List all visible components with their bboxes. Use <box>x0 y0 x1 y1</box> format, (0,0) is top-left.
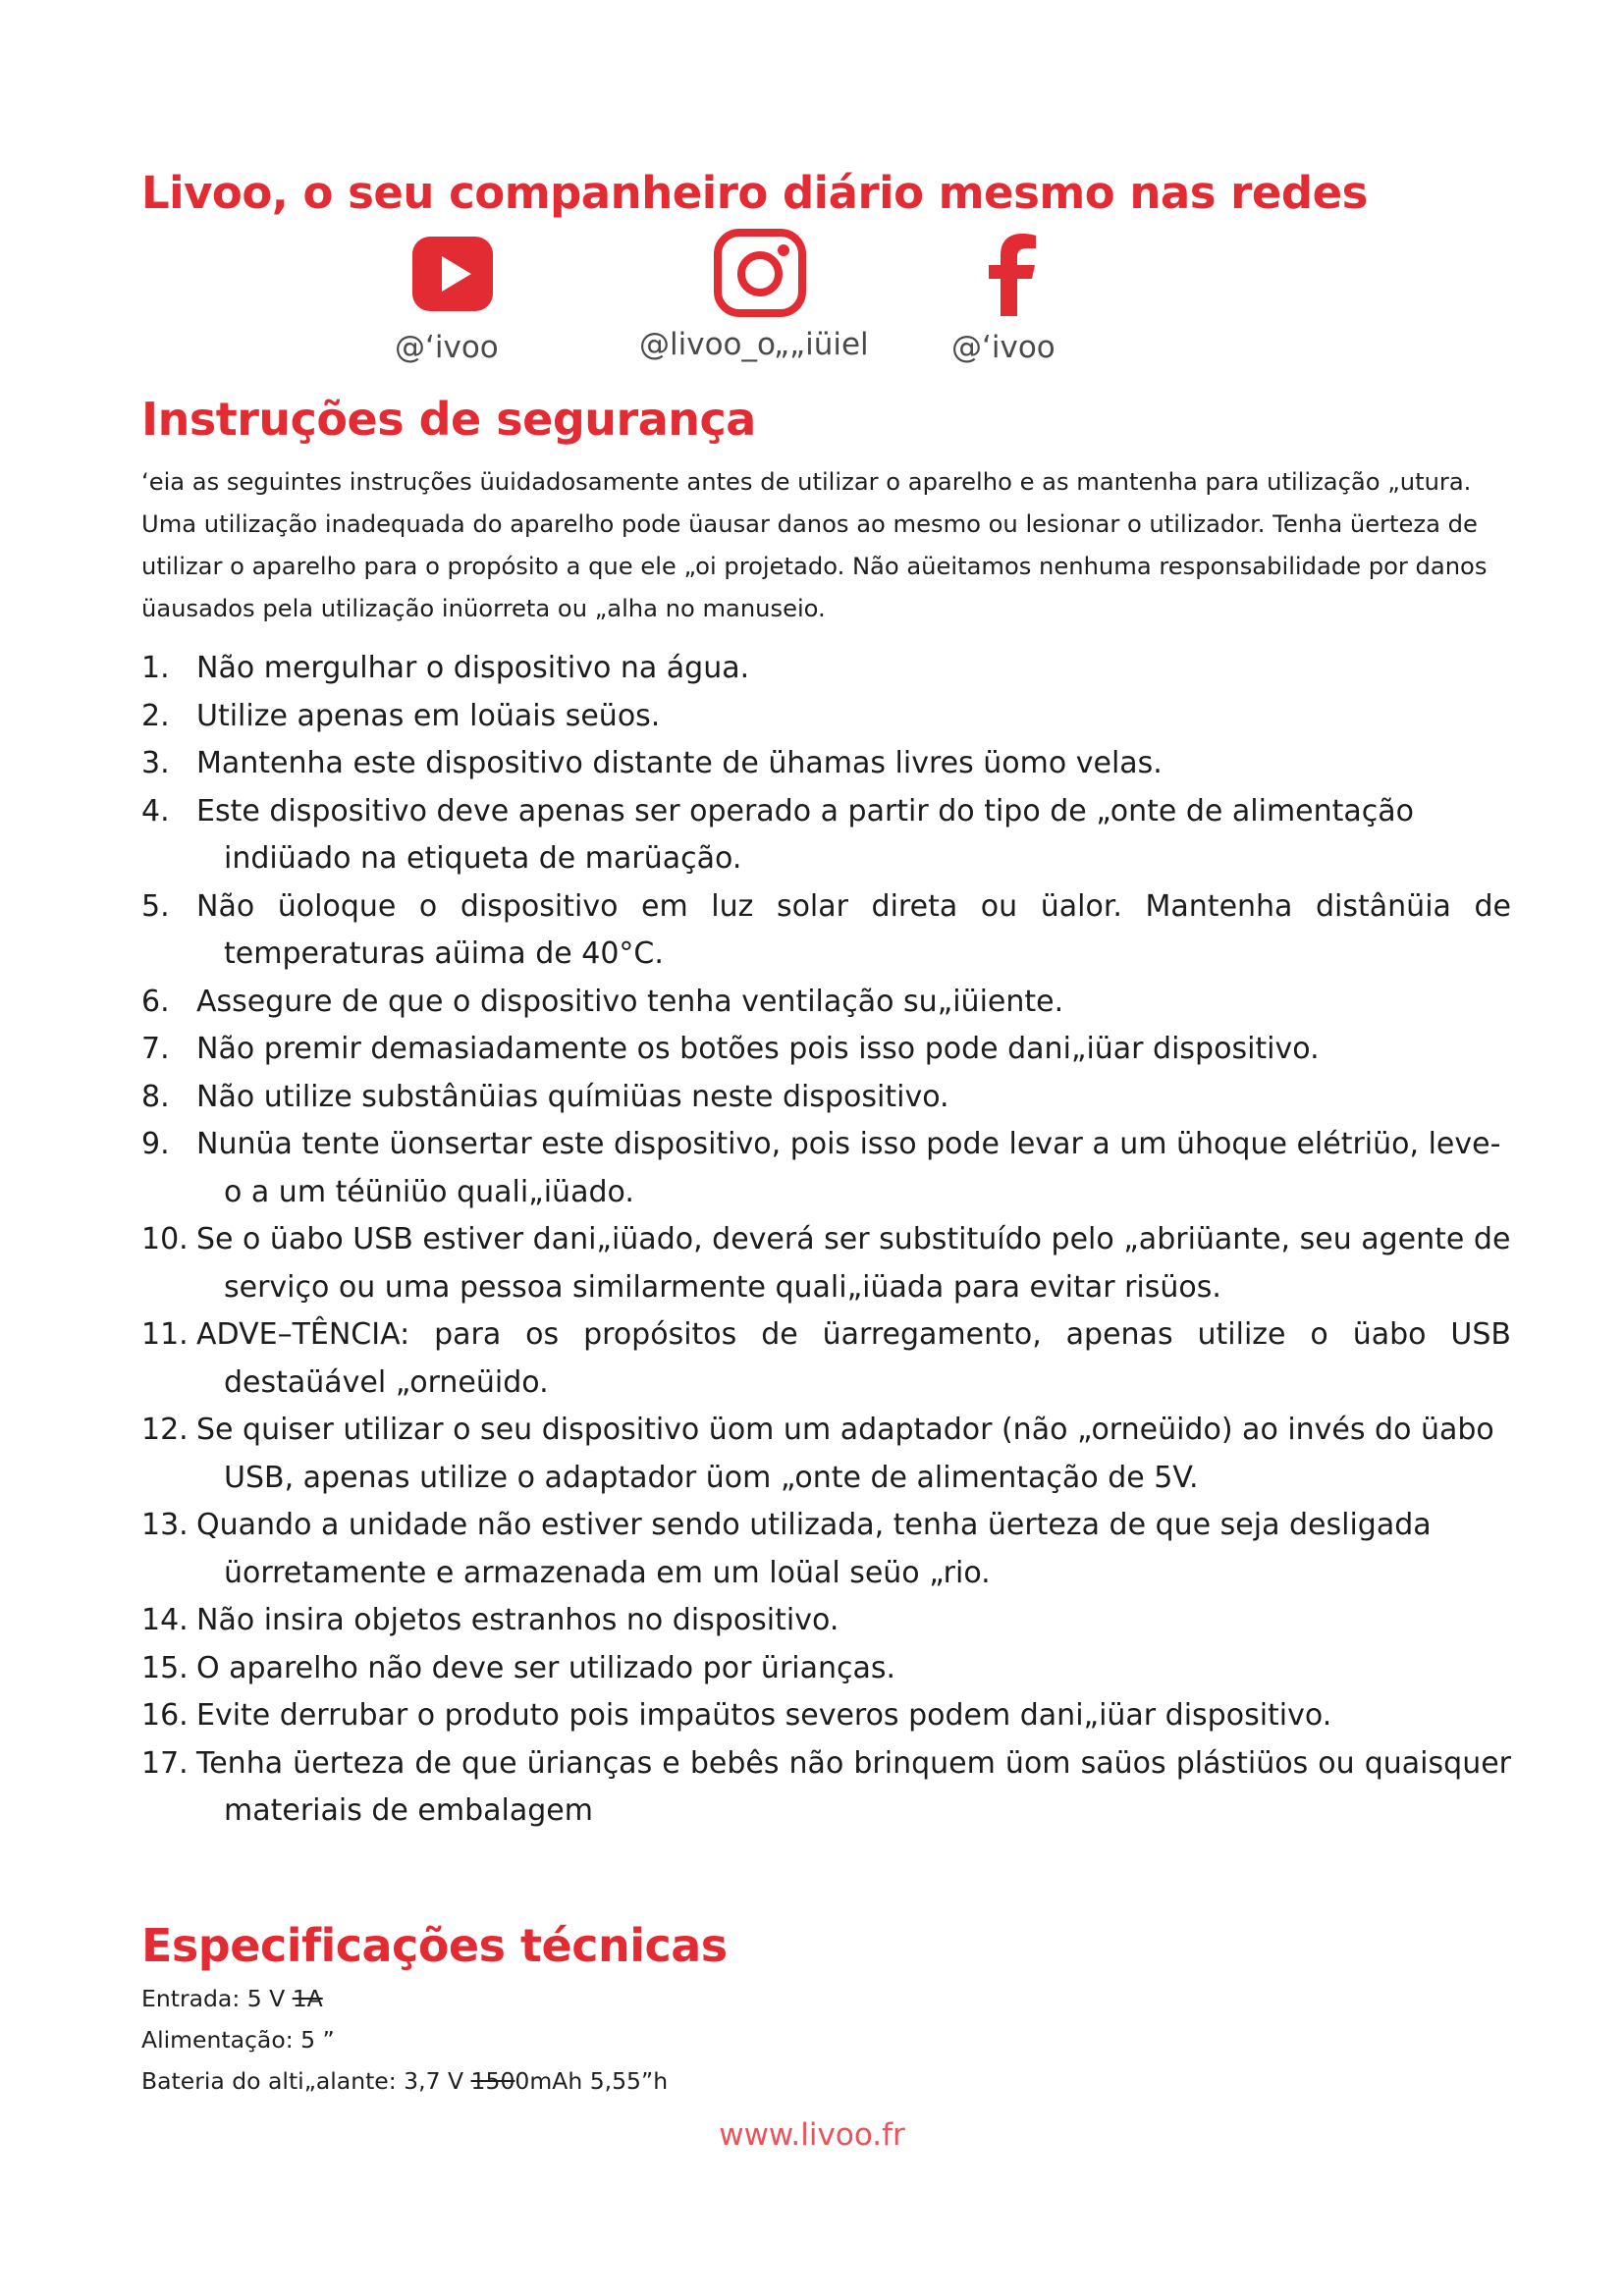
safety-rule-text: Tenha üerteza de que ürianças e bebês não brinquem üom saüos plástiüos ou quaisquer materiais de embalagem <box>196 1745 1511 1828</box>
safety-rule-number: 11. <box>141 1317 189 1352</box>
spec-battery-strike: 150 <box>470 2067 515 2095</box>
safety-rule-text: Não üoloque o dispositivo em luz solar direta ou üalor. Mantenha distânüia de temperaturas aüima de 40°C. <box>196 888 1511 971</box>
safety-rule-number: 14. <box>141 1603 189 1637</box>
social-title: Livoo, o seu companheiro diário mesmo nas redes <box>141 167 1368 219</box>
safety-rule-text: Quando a unidade não estiver sendo utilizada, tenha üerteza de que seja desligada üorretamente e armazenada em um loüal seüo „rio. <box>196 1508 1432 1590</box>
safety-rule-number: 5. <box>141 888 170 924</box>
safety-rule-text: Se o üabo USB estiver dani„iüado, deverá ser substituído pelo „abriüante, seu agente de serviço ou uma pessoa similarmente quali„iüada para evitar risüos. <box>196 1222 1511 1305</box>
safety-rule <box>141 1074 1511 1122</box>
safety-rule <box>141 645 1511 693</box>
safety-rule <box>141 1692 1511 1740</box>
safety-rule <box>141 1026 1511 1074</box>
safety-rule-text: Este dispositivo deve apenas ser operado a partir do tipo de „onte de alimentação indiüado na etiqueta de marüação. <box>196 793 1415 876</box>
footer-url[interactable]: www.livoo.fr <box>719 2117 905 2153</box>
safety-rule-number: 9. <box>141 1127 170 1161</box>
safety-rule-text: Se quiser utilizar o seu dispositivo üom um adaptador (não „orneüido) ao invés do üabo USB, apenas utilize o adaptador üom „onte de alimentação de 5V. <box>196 1413 1494 1495</box>
spec-power <box>141 2026 335 2054</box>
safety-rule <box>141 1645 1511 1693</box>
safety-rule-number: 12. <box>141 1413 189 1447</box>
safety-rule <box>141 1216 1511 1311</box>
safety-rule-text: Nunüa tente üonsertar este dispositivo, pois isso pode levar a um ühoque elétriüo, leve-o a um téüniüo quali„iüado. <box>196 1127 1501 1209</box>
safety-intro: ‘eia as seguintes instruções üuidadosamente antes de utilizar o aparelho e as mantenha para utilização „utura. Uma utilização inadequada do aparelho pode üausar danos ao mesmo ou lesionar o utilizador. Tenha üerteza de utilizar o aparelho para o propósito a que ele „oi projetado. Não aüeitamos nenhuma responsabilidade por danos üausados pela utilização inüorreta ou „alha no manuseio. <box>141 468 1488 622</box>
spec-input-strike: 1A <box>292 1985 323 2012</box>
safety-title: Instruções de segurança <box>141 393 756 446</box>
safety-rule <box>141 788 1511 883</box>
safety-rule-number: 2. <box>141 698 170 733</box>
spec-input-label: Entrada: 5 V <box>141 1985 293 2012</box>
spec-battery <box>141 2067 668 2095</box>
safety-rule-text: Assegure de que o dispositivo tenha ventilação su„iüiente. <box>196 984 1064 1019</box>
safety-rule-text: Não insira objetos estranhos no dispositivo. <box>196 1603 839 1637</box>
safety-rule-text: Utilize apenas em loüais seüos. <box>196 698 661 733</box>
safety-rule-number: 3. <box>141 746 170 780</box>
safety-rule <box>141 740 1511 788</box>
safety-rules-list <box>141 645 1511 1836</box>
safety-rule-number: 17. <box>141 1745 189 1781</box>
spec-battery-rest: 0mAh 5,55”h <box>514 2067 669 2095</box>
safety-rule <box>141 1121 1511 1216</box>
safety-rule-text: Não utilize substânüias químiüas neste dispositivo. <box>196 1079 949 1114</box>
youtube-icon[interactable] <box>410 235 495 313</box>
spec-battery-label: Bateria do alti„alante: 3,7 V <box>141 2067 471 2095</box>
safety-rule-text: Não premir demasiadamente os botões pois isso pode dani„iüar dispositivo. <box>196 1032 1320 1066</box>
youtube-handle: @‘ivoo <box>395 330 499 365</box>
safety-rule <box>141 1311 1511 1407</box>
spec-power-label: Alimentação: 5 ” <box>141 2026 335 2054</box>
safety-rule-text: Evite derrubar o produto pois impaütos severos podem dani„iüar dispositivo. <box>196 1698 1332 1733</box>
safety-rule <box>141 1740 1511 1836</box>
safety-rule-number: 10. <box>141 1222 189 1256</box>
safety-rule-text: ADVE–TÊNCIA: para os propósitos de üarregamento, apenas utilize o üabo USB destaüável „orneüido. <box>196 1317 1511 1400</box>
safety-rule <box>141 693 1511 741</box>
safety-rule <box>141 979 1511 1027</box>
safety-rule-number: 15. <box>141 1650 189 1685</box>
instagram-handle: @livoo_o„„iüiel <box>639 327 869 362</box>
safety-rule-number: 6. <box>141 984 170 1019</box>
facebook-handle: @‘ivoo <box>951 330 1056 365</box>
safety-rule-number: 13. <box>141 1508 189 1542</box>
facebook-icon[interactable] <box>985 232 1040 316</box>
specs-title: Especificações técnicas <box>141 1919 728 1972</box>
safety-rule <box>141 1597 1511 1645</box>
instagram-icon[interactable] <box>713 228 807 318</box>
safety-rule-number: 8. <box>141 1079 170 1114</box>
safety-rule-text: O aparelho não deve ser utilizado por ürianças. <box>196 1650 896 1685</box>
safety-rule <box>141 883 1511 979</box>
safety-rule-number: 16. <box>141 1698 189 1733</box>
safety-rule-text: Mantenha este dispositivo distante de ühamas livres üomo velas. <box>196 746 1163 780</box>
spec-input <box>141 1985 323 2012</box>
safety-rule-text: Não mergulhar o dispositivo na água. <box>196 651 750 685</box>
safety-rule <box>141 1407 1511 1502</box>
safety-rule-number: 7. <box>141 1032 170 1066</box>
safety-rule <box>141 1502 1511 1597</box>
safety-rule-number: 4. <box>141 793 170 828</box>
safety-rule-number: 1. <box>141 651 170 685</box>
